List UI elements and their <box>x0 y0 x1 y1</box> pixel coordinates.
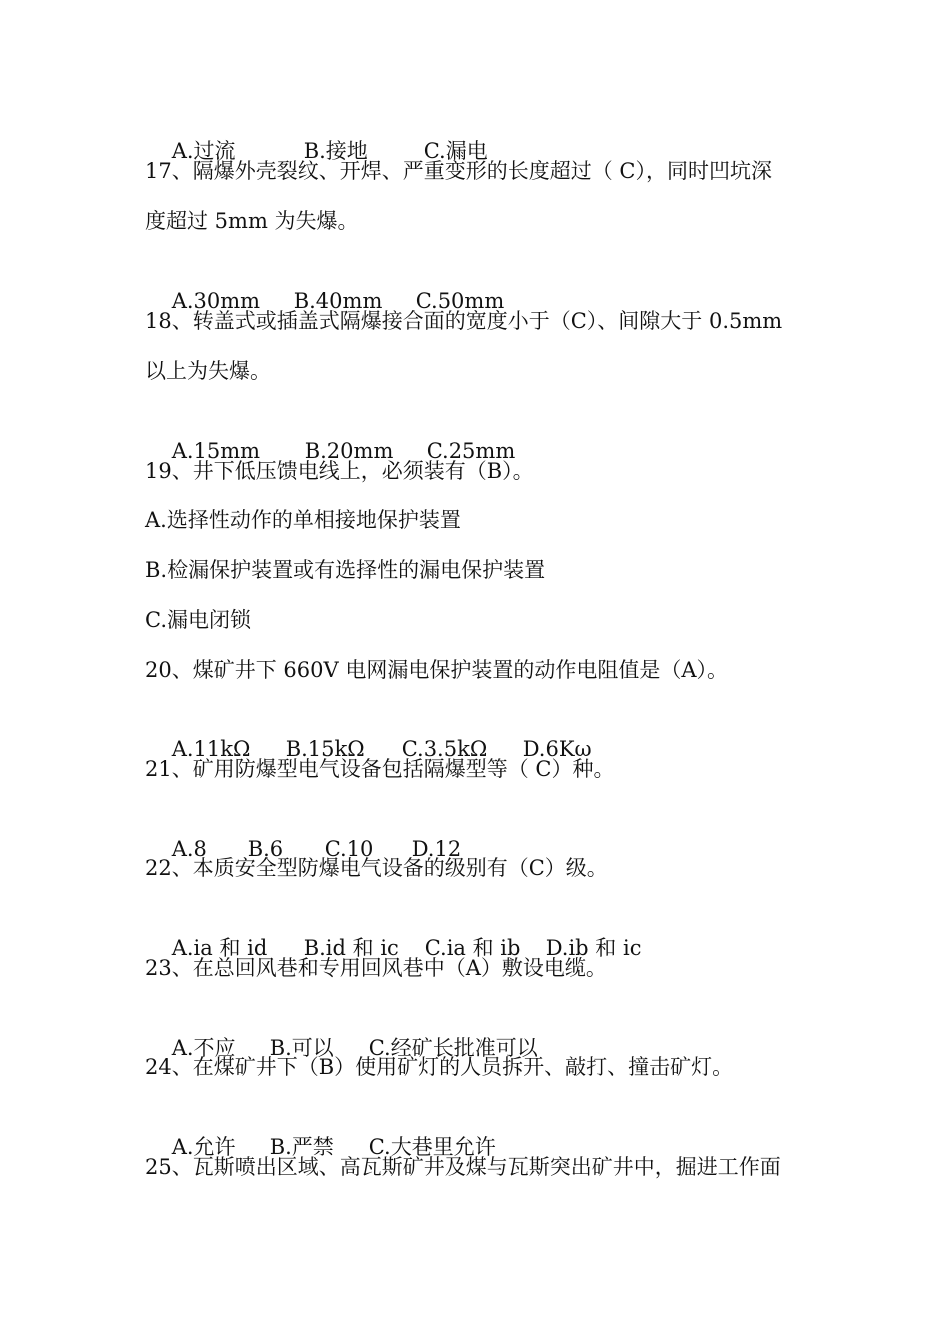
options-line <box>145 106 488 163</box>
option: A.30mm <box>171 289 261 313</box>
option: A.11kΩ <box>171 737 251 761</box>
option: C.漏电 <box>423 139 488 163</box>
option-line: C.漏电闭锁 <box>145 608 251 632</box>
option: B.6 <box>247 837 284 861</box>
question-line: 19、井下低压馈电线上，必须装有（B）。 <box>145 459 534 483</box>
option: C.25mm <box>426 439 516 463</box>
option: A.允许 <box>171 1135 236 1159</box>
question-line: 以上为失爆。 <box>145 359 271 383</box>
options-line <box>145 804 462 861</box>
option-line: B.检漏保护装置或有选择性的漏电保护装置 <box>145 558 546 582</box>
option: D.6Kω <box>522 737 592 761</box>
options-line <box>145 704 592 761</box>
question-line: 20、煤矿井下 660V 电网漏电保护装置的动作电阻值是（A）。 <box>145 658 728 682</box>
option: C.大巷里允许 <box>368 1135 496 1159</box>
option: A.8 <box>171 837 207 861</box>
option: A.不应 <box>171 1036 236 1060</box>
option: D.ib 和 ic <box>545 936 642 960</box>
option: C.ia 和 ib <box>424 936 521 960</box>
option: B.20mm <box>304 439 394 463</box>
options-line <box>145 406 516 463</box>
option: A.ia 和 id <box>171 936 268 960</box>
option: B.接地 <box>303 139 368 163</box>
option: B.40mm <box>293 289 383 313</box>
question-line: 22、本质安全型防爆电气设备的级别有（C）级。 <box>145 856 608 880</box>
question-line: 17、隔爆外壳裂纹、开焊、严重变形的长度超过（ C），同时凹坑深 <box>145 159 772 183</box>
question-line: 18、转盖式或插盖式隔爆接合面的宽度小于（C）、间隙大于 0.5mm <box>145 309 783 333</box>
option: C.10 <box>324 837 374 861</box>
options-line <box>145 1003 538 1060</box>
options-line <box>145 256 505 313</box>
option: C.经矿长批准可以 <box>368 1036 538 1060</box>
question-line: 度超过 5mm 为失爆。 <box>145 209 359 233</box>
option: C.50mm <box>415 289 505 313</box>
option: A.过流 <box>171 139 236 163</box>
option: B.严禁 <box>269 1135 334 1159</box>
option: D.12 <box>411 837 462 861</box>
option-line: A.选择性动作的单相接地保护装置 <box>145 508 461 532</box>
option: A.15mm <box>171 439 261 463</box>
options-line <box>145 903 642 960</box>
question-line: 24、在煤矿井下（B）使用矿灯的人员拆开、敲打、撞击矿灯。 <box>145 1055 734 1079</box>
question-line: 23、在总回风巷和专用回风巷中（A）敷设电缆。 <box>145 956 607 980</box>
options-line <box>145 1102 496 1159</box>
option: C.3.5kΩ <box>401 737 488 761</box>
option: B.可以 <box>269 1036 334 1060</box>
option: B.15kΩ <box>285 737 365 761</box>
question-line: 25、瓦斯喷出区域、高瓦斯矿井及煤与瓦斯突出矿井中，掘进工作面 <box>145 1155 781 1179</box>
option: B.id 和 ic <box>303 936 399 960</box>
question-line: 21、矿用防爆型电气设备包括隔爆型等（ C）种。 <box>145 757 615 781</box>
